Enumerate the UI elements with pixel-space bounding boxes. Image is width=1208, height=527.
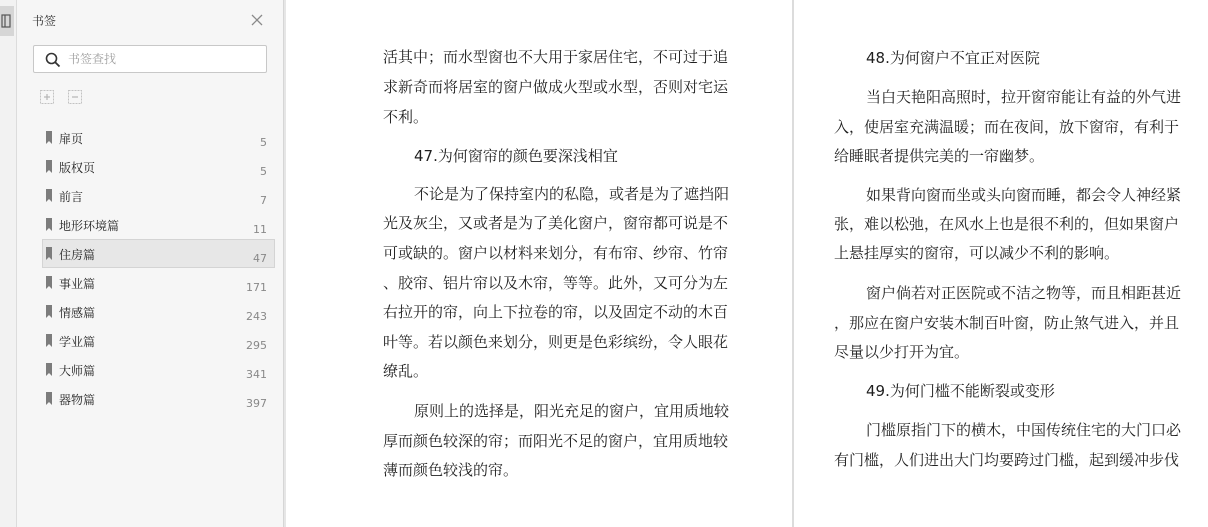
bookmark-page-number: 295 (246, 339, 267, 352)
text-line: 薄而颜色较浅的帘。 (383, 461, 519, 479)
bookmark-icon (46, 160, 52, 170)
text-line: 给睡眠者提供完美的一帘幽梦。 (834, 147, 1045, 165)
section-heading: 48.为何窗户不宜正对医院 (866, 49, 1040, 67)
bookmark-page-number: 397 (246, 397, 267, 410)
bookmark-page-number: 171 (246, 281, 267, 294)
bookmark-item[interactable] (17, 384, 283, 413)
document-reader[interactable] (284, 0, 1208, 527)
bookmark-label: 扉页 (59, 132, 84, 146)
bookmark-label: 前言 (59, 190, 84, 204)
bookmark-label: 住房篇 (59, 248, 96, 262)
bookmark-item[interactable] (17, 268, 283, 297)
text-line: 张，难以松弛，在风水上也是很不利的，但如果窗户 (834, 215, 1180, 233)
text-line: 不论是为了保持室内的私隐，或者是为了遮挡阳 (414, 185, 730, 203)
bookmark-icon (46, 189, 52, 199)
bookmark-item[interactable] (17, 355, 283, 384)
text-line: 、胶帘、铝片帘以及木帘，等等。此外，又可分为左 (383, 274, 729, 292)
text-line: 光及灰尘，又或者是为了美化窗户，窗帘都可说是不 (383, 214, 729, 232)
document-page-right (794, 0, 1208, 527)
bookmark-page-number: 5 (260, 165, 267, 178)
text-line: 窗户倘若对正医院或不洁之物等，而且相距甚近 (866, 284, 1182, 302)
bookmark-item-selected[interactable] (42, 239, 275, 268)
bookmark-page-number: 7 (260, 194, 267, 207)
bookmark-label: 器物篇 (59, 393, 96, 407)
bookmark-item[interactable] (17, 326, 283, 355)
bookmark-icon (46, 334, 52, 344)
bookmark-icon (46, 305, 52, 315)
text-line: 门槛原指门下的横木，中国传统住宅的大门口必 (866, 421, 1182, 439)
bookmark-label: 地形环境篇 (59, 219, 120, 233)
text-line: 上悬挂厚实的窗帘，可以减少不利的影响。 (834, 244, 1120, 262)
close-panel-button[interactable] (249, 12, 265, 28)
bookmark-icon (46, 131, 52, 141)
text-line: 如果背向窗而坐或头向窗而睡，都会令人神经紧 (866, 186, 1182, 204)
text-line: 尽量以少打开为宜。 (834, 343, 970, 361)
section-heading: 47.为何窗帘的颜色要深浅相宜 (414, 147, 618, 165)
text-line: 不利。 (383, 108, 429, 126)
bookmark-page-number: 11 (253, 223, 267, 236)
search-icon (45, 52, 61, 68)
section-heading: 49.为何门槛不能断裂或变形 (866, 382, 1055, 400)
bookmark-panel-toggle[interactable] (0, 6, 14, 36)
panel-icon (1, 14, 11, 28)
bookmark-page-number: 5 (260, 136, 267, 149)
bookmark-icon (46, 276, 52, 286)
bookmark-label: 大师篇 (59, 364, 96, 378)
bookmark-icon (46, 392, 52, 402)
bookmark-item[interactable] (17, 123, 283, 152)
bookmark-page-number: 243 (246, 310, 267, 323)
text-line: 右拉开的帘，向上下拉卷的帘，以及固定不动的木百 (383, 303, 729, 321)
bookmark-icon (46, 363, 52, 373)
text-line: 有门槛，人们进出大门均要跨过门槛，起到缓冲步伐 (834, 451, 1180, 469)
document-page-left (286, 0, 792, 527)
text-line: 可或缺的。窗户以材料来划分，有布帘、纱帘、竹帘 (383, 244, 729, 262)
bookmark-icon (46, 247, 52, 257)
text-line: 叶等。若以颜色来划分，则更是色彩缤纷，令人眼花 (383, 333, 729, 351)
bookmark-page-number: 47 (253, 252, 267, 265)
collapse-all-button[interactable] (67, 89, 83, 105)
bookmark-search-input[interactable] (68, 50, 258, 68)
close-icon (249, 12, 265, 28)
text-line: 当白天艳阳高照时，拉开窗帘能让有益的外气进 (866, 88, 1182, 106)
text-line: 求新奇而将居室的窗户做成火型或水型，否则对宅运 (383, 78, 729, 96)
bookmark-item[interactable] (17, 210, 283, 239)
bookmark-item[interactable] (17, 297, 283, 326)
bookmark-page-number: 341 (246, 368, 267, 381)
expand-all-icon (39, 89, 55, 105)
text-line: ，那应在窗户安装木制百叶窗，防止煞气进入，并且 (834, 314, 1180, 332)
text-line: 厚而颜色较深的帘；而阳光不足的窗户，宜用质地较 (383, 432, 729, 450)
bookmark-label: 版权页 (59, 161, 96, 175)
text-line: 入，使居室充满温暖；而在夜间，放下窗帘，有利于 (834, 118, 1180, 136)
text-line: 原则上的选择是，阳光充足的窗户，宜用质地较 (414, 402, 730, 420)
bookmark-label: 事业篇 (59, 277, 96, 291)
expand-all-button[interactable] (39, 89, 55, 105)
panel-title: 书签 (32, 14, 57, 28)
bookmark-item[interactable] (17, 152, 283, 181)
bookmark-list (17, 123, 283, 413)
bookmark-item[interactable] (17, 181, 283, 210)
bookmark-icon (46, 218, 52, 228)
bookmark-label: 学业篇 (59, 335, 96, 349)
side-rail (0, 0, 17, 527)
text-line: 缭乱。 (383, 362, 429, 380)
bookmark-label: 情感篇 (59, 306, 96, 320)
text-line: 活其中；而水型窗也不大用于家居住宅，不可过于追 (383, 48, 729, 66)
bookmark-search-box[interactable] (33, 45, 267, 73)
collapse-all-icon (67, 89, 83, 105)
